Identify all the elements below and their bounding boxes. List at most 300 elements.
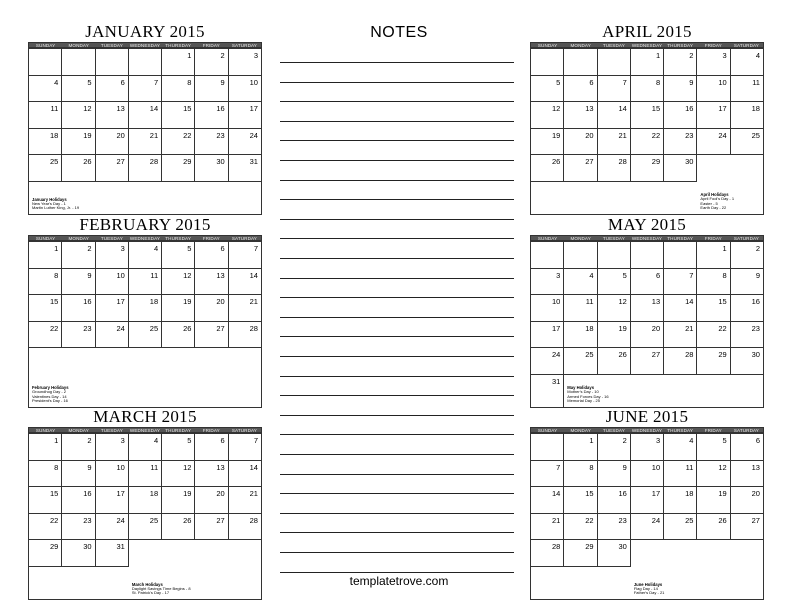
weekday-label: FRIDAY xyxy=(202,428,220,432)
day-cell xyxy=(598,540,631,567)
weekday-label: WEDNESDAY xyxy=(129,428,161,432)
day-number: 9 xyxy=(622,462,627,472)
note-line xyxy=(280,160,514,161)
day-number: 25 xyxy=(751,130,760,140)
day-cell xyxy=(229,514,262,541)
day-cell xyxy=(96,76,129,103)
day-number: 9 xyxy=(689,77,694,87)
note-line xyxy=(280,180,514,181)
day-cell xyxy=(62,295,95,322)
note-line xyxy=(280,572,514,573)
day-cell xyxy=(96,434,129,461)
day-cell xyxy=(129,242,162,269)
day-cell xyxy=(564,155,597,182)
day-cell xyxy=(564,129,597,156)
day-number: 24 xyxy=(116,515,125,525)
day-cell xyxy=(195,242,228,269)
day-cell xyxy=(29,76,62,103)
day-number: 9 xyxy=(87,270,92,280)
weekday-label: WEDNESDAY xyxy=(129,236,161,240)
day-number: 3 xyxy=(556,270,561,280)
day-number: 26 xyxy=(183,515,192,525)
day-cell xyxy=(531,102,564,129)
day-number: 8 xyxy=(655,77,661,87)
day-cell xyxy=(531,295,564,322)
day-number: 29 xyxy=(183,157,192,166)
day-cell-empty xyxy=(564,49,597,76)
day-number: 15 xyxy=(718,297,727,306)
day-number: 18 xyxy=(751,104,760,113)
holiday-item: Daylight Savings Time Begins - 8 xyxy=(131,585,191,591)
day-number: 21 xyxy=(149,130,159,140)
weekday-label: THURSDAY xyxy=(667,428,693,432)
holiday-item: Groundhog Day - 2 xyxy=(32,389,67,395)
day-cell xyxy=(564,102,597,129)
holiday-item: St. Patrick's Day - 17 xyxy=(131,590,170,596)
day-cell xyxy=(162,49,195,76)
day-cell xyxy=(564,514,597,541)
day-cell-empty xyxy=(62,49,95,76)
day-cell xyxy=(229,295,262,322)
day-cell xyxy=(697,434,730,461)
day-number: 18 xyxy=(149,489,159,498)
day-cell xyxy=(162,434,195,461)
day-cell xyxy=(129,269,162,296)
day-number: 17 xyxy=(116,489,125,498)
note-line xyxy=(280,62,514,63)
day-number: 14 xyxy=(249,462,258,472)
day-cell xyxy=(564,434,597,461)
day-cell xyxy=(162,102,195,129)
day-cell xyxy=(531,487,564,514)
day-cell xyxy=(129,295,162,322)
day-cell-empty xyxy=(631,242,664,269)
day-number: 31 xyxy=(116,542,125,551)
day-grid xyxy=(530,241,764,408)
note-line xyxy=(280,493,514,494)
day-cell xyxy=(664,49,697,76)
day-number: 13 xyxy=(651,297,661,306)
calendar-may xyxy=(530,215,764,408)
day-cell xyxy=(664,322,697,349)
holiday-item: Father's Day - 21 xyxy=(633,590,665,596)
day-number: 11 xyxy=(50,104,59,113)
day-cell xyxy=(62,322,95,349)
day-number: 15 xyxy=(183,104,192,113)
note-line xyxy=(280,356,514,357)
day-number: 22 xyxy=(651,130,661,140)
note-line xyxy=(280,474,514,475)
holiday-item: Armed Forces Day - 16 xyxy=(567,393,609,399)
day-cell xyxy=(195,514,228,541)
day-number: 26 xyxy=(83,157,92,166)
day-number: 24 xyxy=(116,323,125,333)
day-cell xyxy=(564,322,597,349)
note-line xyxy=(280,336,514,337)
day-number: 26 xyxy=(618,350,627,359)
day-number: 7 xyxy=(556,462,561,472)
day-number: 3 xyxy=(722,51,727,60)
day-cell xyxy=(731,295,764,322)
day-cell xyxy=(731,461,764,488)
day-number: 9 xyxy=(220,77,225,87)
day-cell xyxy=(29,434,62,461)
day-number: 4 xyxy=(54,77,59,87)
weekday-label: SUNDAY xyxy=(35,236,56,240)
day-number: 30 xyxy=(751,350,760,359)
weekday-label: FRIDAY xyxy=(202,236,220,240)
day-number: 1 xyxy=(54,436,59,445)
day-number: 16 xyxy=(751,297,760,306)
day-cell xyxy=(631,102,664,129)
day-number: 8 xyxy=(54,462,59,472)
day-number: 7 xyxy=(153,77,159,87)
weekday-label: WEDNESDAY xyxy=(631,43,663,47)
day-cell xyxy=(229,242,262,269)
day-number: 26 xyxy=(551,157,561,166)
weekday-label: SATURDAY xyxy=(733,428,759,432)
empty-area xyxy=(29,567,129,601)
day-number: 6 xyxy=(655,270,661,280)
day-cell xyxy=(29,269,62,296)
day-cell xyxy=(162,461,195,488)
day-number: 29 xyxy=(651,157,661,166)
day-cell xyxy=(29,102,62,129)
note-line xyxy=(280,552,514,553)
day-number: 28 xyxy=(249,515,258,525)
weekday-label: WEDNESDAY xyxy=(631,236,663,240)
day-number: 16 xyxy=(83,489,92,498)
day-number: 2 xyxy=(755,244,760,253)
note-line xyxy=(280,219,514,220)
day-cell xyxy=(664,434,697,461)
day-cell xyxy=(129,76,162,103)
day-number: 21 xyxy=(685,323,694,333)
day-number: 2 xyxy=(87,244,92,253)
day-cell xyxy=(531,540,564,567)
day-cell xyxy=(697,514,730,541)
weekday-label: SATURDAY xyxy=(231,43,257,47)
day-cell xyxy=(29,129,62,156)
day-number: 4 xyxy=(589,270,594,280)
day-number: 22 xyxy=(183,130,192,140)
day-cell xyxy=(229,269,262,296)
day-cell xyxy=(731,322,764,349)
day-cell xyxy=(229,434,262,461)
day-number: 8 xyxy=(589,462,594,472)
day-cell xyxy=(731,129,764,156)
note-line xyxy=(280,258,514,259)
day-cell xyxy=(697,269,730,296)
day-cell xyxy=(731,514,764,541)
day-cell xyxy=(96,269,129,296)
day-cell xyxy=(564,487,597,514)
day-number: 18 xyxy=(585,323,594,333)
day-number: 26 xyxy=(183,323,192,333)
day-number: 2 xyxy=(622,436,627,445)
day-cell xyxy=(631,487,664,514)
holiday-box xyxy=(697,155,764,215)
weekday-label: TUESDAY xyxy=(100,428,123,432)
day-cell xyxy=(229,487,262,514)
holiday-item: New Year's Day - 1 xyxy=(32,200,66,206)
day-cell xyxy=(96,461,129,488)
day-number: 3 xyxy=(120,436,125,445)
day-cell xyxy=(162,487,195,514)
empty-area xyxy=(531,182,697,216)
day-cell xyxy=(531,348,564,375)
day-cell xyxy=(631,155,664,182)
holidays-title: April Holidays xyxy=(700,192,729,198)
day-number: 20 xyxy=(216,489,225,498)
day-number: 5 xyxy=(187,436,192,445)
holidays-title: January Holidays xyxy=(32,196,67,202)
footer-website: templatetrove.com xyxy=(349,574,449,588)
day-cell xyxy=(697,322,730,349)
weekday-label: SATURDAY xyxy=(733,236,759,240)
day-cell xyxy=(129,514,162,541)
day-cell xyxy=(598,129,631,156)
day-cell-empty xyxy=(96,49,129,76)
holiday-box xyxy=(631,540,764,600)
day-number: 8 xyxy=(722,270,727,280)
day-number: 19 xyxy=(718,489,727,498)
day-cell xyxy=(631,49,664,76)
weekday-label: SATURDAY xyxy=(231,236,257,240)
day-number: 25 xyxy=(149,515,159,525)
day-cell-empty xyxy=(598,49,631,76)
weekday-label: MONDAY xyxy=(570,43,591,47)
day-number: 6 xyxy=(120,77,125,87)
calendar-january xyxy=(28,22,262,215)
weekday-label: SUNDAY xyxy=(537,428,558,432)
day-cell xyxy=(664,514,697,541)
day-number: 2 xyxy=(87,436,92,445)
day-cell-empty xyxy=(531,434,564,461)
day-number: 25 xyxy=(149,323,159,333)
day-number: 22 xyxy=(585,515,594,525)
weekday-label: SUNDAY xyxy=(35,43,56,47)
day-number: 9 xyxy=(87,462,92,472)
day-cell xyxy=(96,129,129,156)
day-number: 21 xyxy=(249,489,258,498)
day-number: 10 xyxy=(551,297,561,306)
day-cell xyxy=(631,514,664,541)
day-number: 31 xyxy=(551,376,561,386)
day-number: 12 xyxy=(83,104,92,113)
day-cell xyxy=(62,540,95,567)
day-number: 28 xyxy=(685,350,694,359)
day-number: 16 xyxy=(618,489,627,498)
day-cell xyxy=(531,269,564,296)
weekday-label: THURSDAY xyxy=(165,428,191,432)
day-cell xyxy=(195,434,228,461)
holiday-item: April Fool's Day - 1 xyxy=(700,196,735,202)
note-line xyxy=(280,82,514,83)
holiday-item: Earth Day - 22 xyxy=(700,205,727,211)
day-cell xyxy=(664,269,697,296)
weekday-label: TUESDAY xyxy=(100,43,123,47)
day-number: 1 xyxy=(655,51,661,60)
day-number: 1 xyxy=(187,51,192,60)
day-number: 17 xyxy=(116,297,125,306)
holidays-title: March Holidays xyxy=(131,581,163,587)
day-cell xyxy=(195,461,228,488)
day-number: 10 xyxy=(718,77,727,87)
holiday-box xyxy=(129,540,262,600)
day-cell xyxy=(697,348,730,375)
day-number: 31 xyxy=(249,157,258,166)
day-number: 27 xyxy=(216,323,225,333)
day-cell xyxy=(697,102,730,129)
day-cell-empty xyxy=(598,242,631,269)
weekday-label: THURSDAY xyxy=(165,236,191,240)
day-number: 17 xyxy=(249,104,258,113)
month-title: FEBRUARY 2015 xyxy=(79,215,211,234)
day-number: 17 xyxy=(651,489,661,498)
day-cell xyxy=(62,76,95,103)
day-number: 13 xyxy=(116,104,125,113)
weekday-label: MONDAY xyxy=(570,236,591,240)
day-number: 10 xyxy=(249,77,258,87)
holiday-box xyxy=(29,348,262,408)
day-cell xyxy=(598,269,631,296)
day-cell xyxy=(564,348,597,375)
day-cell xyxy=(531,76,564,103)
note-line xyxy=(280,317,514,318)
day-cell xyxy=(195,295,228,322)
empty-area xyxy=(531,567,631,601)
day-number: 2 xyxy=(220,51,225,60)
day-cell xyxy=(229,129,262,156)
day-cell xyxy=(62,487,95,514)
day-number: 4 xyxy=(755,51,760,60)
day-cell xyxy=(664,155,697,182)
day-number: 15 xyxy=(49,489,59,498)
day-cell xyxy=(96,102,129,129)
note-line xyxy=(280,101,514,102)
day-cell xyxy=(195,49,228,76)
day-cell xyxy=(664,102,697,129)
day-cell xyxy=(29,487,62,514)
day-cell xyxy=(195,155,228,182)
day-number: 21 xyxy=(618,130,627,140)
day-number: 20 xyxy=(751,489,760,498)
day-cell xyxy=(62,514,95,541)
day-number: 7 xyxy=(253,436,258,445)
day-cell xyxy=(564,461,597,488)
day-number: 28 xyxy=(149,157,159,166)
day-cell-empty xyxy=(531,242,564,269)
day-cell xyxy=(29,514,62,541)
day-number: 22 xyxy=(49,515,59,525)
holidays-title: February Holidays xyxy=(32,385,69,391)
day-grid xyxy=(28,433,262,600)
day-number: 27 xyxy=(216,515,225,525)
day-cell xyxy=(129,461,162,488)
weekday-label: THURSDAY xyxy=(165,43,191,47)
day-number: 19 xyxy=(551,130,561,140)
day-cell xyxy=(29,242,62,269)
day-cell xyxy=(195,129,228,156)
day-cell xyxy=(531,129,564,156)
day-cell xyxy=(598,322,631,349)
day-number: 17 xyxy=(718,104,727,113)
month-title: JUNE 2015 xyxy=(605,407,689,426)
day-cell xyxy=(598,155,631,182)
day-number: 4 xyxy=(153,436,159,445)
weekday-label: FRIDAY xyxy=(202,43,220,47)
day-number: 11 xyxy=(685,462,694,472)
day-cell xyxy=(96,514,129,541)
day-cell xyxy=(631,348,664,375)
day-grid xyxy=(28,241,262,408)
calendar-march xyxy=(28,407,262,600)
weekday-label: MONDAY xyxy=(68,236,89,240)
note-line xyxy=(280,415,514,416)
day-number: 11 xyxy=(752,77,760,87)
day-number: 3 xyxy=(655,436,661,445)
day-cell xyxy=(664,487,697,514)
day-number: 6 xyxy=(755,436,760,445)
day-number: 17 xyxy=(551,323,561,333)
day-cell xyxy=(598,434,631,461)
day-cell xyxy=(598,487,631,514)
day-cell xyxy=(598,102,631,129)
day-number: 7 xyxy=(622,77,627,87)
holidays-title: May Holidays xyxy=(567,385,595,391)
weekday-label: WEDNESDAY xyxy=(631,428,663,432)
day-number: 9 xyxy=(755,270,760,280)
note-line xyxy=(280,513,514,514)
day-cell xyxy=(531,514,564,541)
day-cell xyxy=(96,242,129,269)
note-line xyxy=(280,297,514,298)
day-number: 24 xyxy=(249,130,258,140)
weekday-label: FRIDAY xyxy=(704,43,722,47)
day-cell xyxy=(664,129,697,156)
day-cell xyxy=(697,129,730,156)
day-number: 5 xyxy=(622,270,627,280)
day-cell xyxy=(62,242,95,269)
day-number: 11 xyxy=(150,462,159,472)
day-cell xyxy=(229,322,262,349)
day-number: 13 xyxy=(585,104,594,113)
day-number: 12 xyxy=(551,104,561,113)
day-number: 14 xyxy=(149,104,159,113)
day-number: 27 xyxy=(651,350,661,359)
day-number: 10 xyxy=(651,462,661,472)
note-line xyxy=(280,121,514,122)
note-line xyxy=(280,376,514,377)
weekday-label: MONDAY xyxy=(570,428,591,432)
day-cell xyxy=(731,102,764,129)
day-number: 5 xyxy=(187,244,192,253)
day-number: 21 xyxy=(551,515,561,525)
day-number: 19 xyxy=(183,489,192,498)
day-cell-empty xyxy=(129,49,162,76)
note-line xyxy=(280,278,514,279)
day-number: 24 xyxy=(551,350,561,359)
day-number: 18 xyxy=(149,297,159,306)
day-number: 30 xyxy=(216,157,225,166)
day-cell xyxy=(631,76,664,103)
note-line xyxy=(280,532,514,533)
day-number: 28 xyxy=(249,323,258,333)
day-number: 19 xyxy=(183,297,192,306)
day-cell xyxy=(129,434,162,461)
day-number: 13 xyxy=(216,270,225,280)
